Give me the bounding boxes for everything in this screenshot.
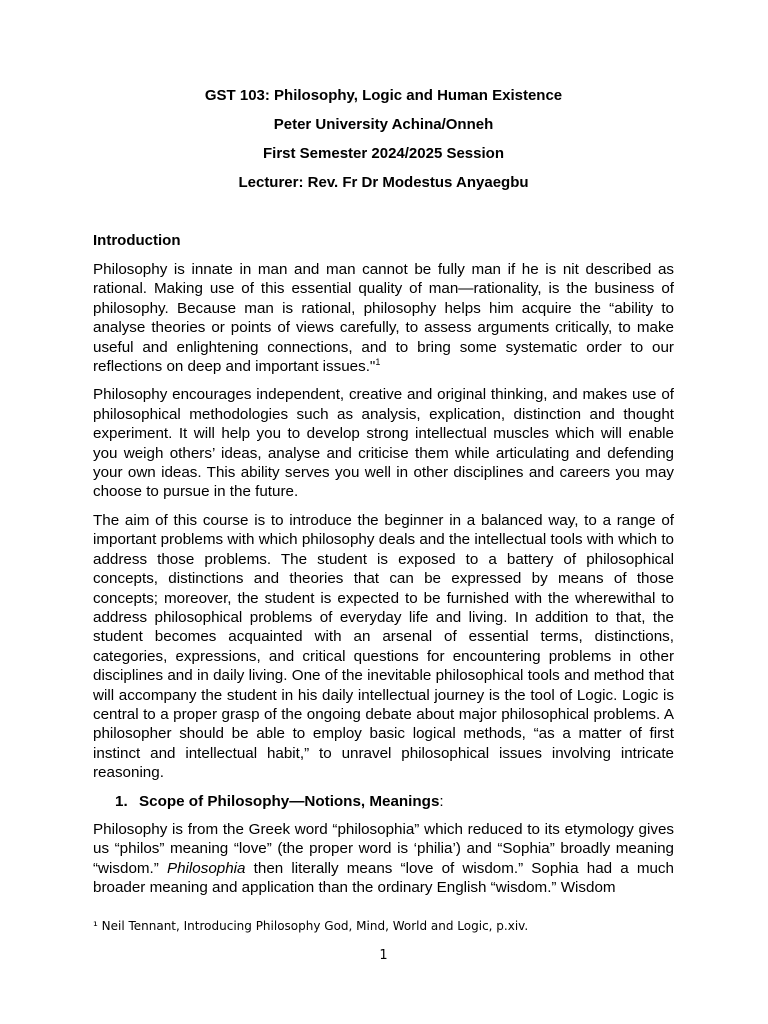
lecturer-line: Lecturer: Rev. Fr Dr Modestus Anyaegbu bbox=[238, 174, 529, 191]
course-title: GST 103: Philosophy, Logic and Human Existence bbox=[204, 87, 563, 104]
section-1-text-a: Philosophy is from the Greek word “philosophia” which reduced to its etymology gives us “philos” meaning “love” (the proper word is ‘philia’) and “Sophia” broadly meaning “wisdom.” bbox=[93, 820, 674, 877]
section-1-heading bbox=[93, 792, 674, 811]
intro-paragraph-1 bbox=[93, 260, 674, 376]
body-text bbox=[93, 260, 674, 907]
page-number: 1 bbox=[379, 948, 388, 963]
section-1-text-b: then literally means “love of wisdom.” Sophia had a much broader meaning and application than the ordinary English “wisdom.” Wisdom bbox=[93, 859, 674, 897]
section-1-paragraph bbox=[93, 820, 674, 898]
intro-paragraph-2: Philosophy encourages independent, creative and original thinking, and makes use of philosophical methodologies such as analysis, explication, distinction and thought experiment. It will help you to develop strong intellectual muscles which will enable you weigh others’ ideas, analyse and criticise them while articulating and defending your own ideas. This ability serves you well in other disciplines and careers you may choose to pursue in the future. bbox=[93, 386, 674, 501]
footnote-reference: 1 bbox=[375, 356, 381, 367]
session-line: First Semester 2024/2025 Session bbox=[263, 145, 504, 162]
intro-paragraph-1-text: Philosophy is innate in man and man cannot be fully man if he is nit described as rational. Making use of this essential quality of man—rationality, is the business of philosophy. Because man is rational, philosophy helps him acquire the “ability to analyse theories or points of views carefully, to assess arguments critically, to make useful and enlightening connections, and to bring some systematic order to our reflections on deep and important issues." bbox=[93, 261, 674, 376]
section-1-colon: : bbox=[439, 792, 444, 810]
university-name: Peter University Achina/Onneh bbox=[273, 116, 494, 133]
section-1-number: 1. bbox=[115, 792, 128, 810]
introduction-heading: Introduction bbox=[93, 232, 181, 249]
footnote: ¹ Neil Tennant, Introducing Philosophy God, Mind, World and Logic, p.xiv. bbox=[93, 919, 529, 933]
title-block bbox=[93, 86, 674, 202]
section-1-italic-term: Philosophia bbox=[166, 859, 246, 877]
intro-paragraph-3: The aim of this course is to introduce the beginner in a balanced way, to a range of important problems with which philosophy deals and the intellectual tools with which to address those problems. The student is exposed to a battery of philosophical concepts, distinctions and theories that can be expressed by means of those concepts; moreover, the student is expected to be furnished with the wherewithal to address philosophical problems of everyday life and living. In addition to that, the student becomes acquainted with an arsenal of essential terms, distinctions, categories, expressions, and critical questions for encountering problems in other disciplines and in daily living. One of the inevitable philosophical tools and method that will accompany the student in his daily intellectual journey is the tool of Logic. Logic is central to a proper grasp of the ongoing debate about major philosophical problems. A philosopher should be able to employ basic logical methods, “as a matter of first instinct and intellectual habit,” to unravel philosophical issues involving intricate reasoning. bbox=[93, 511, 674, 782]
section-1-title: Scope of Philosophy—Notions, Meanings bbox=[139, 792, 440, 810]
